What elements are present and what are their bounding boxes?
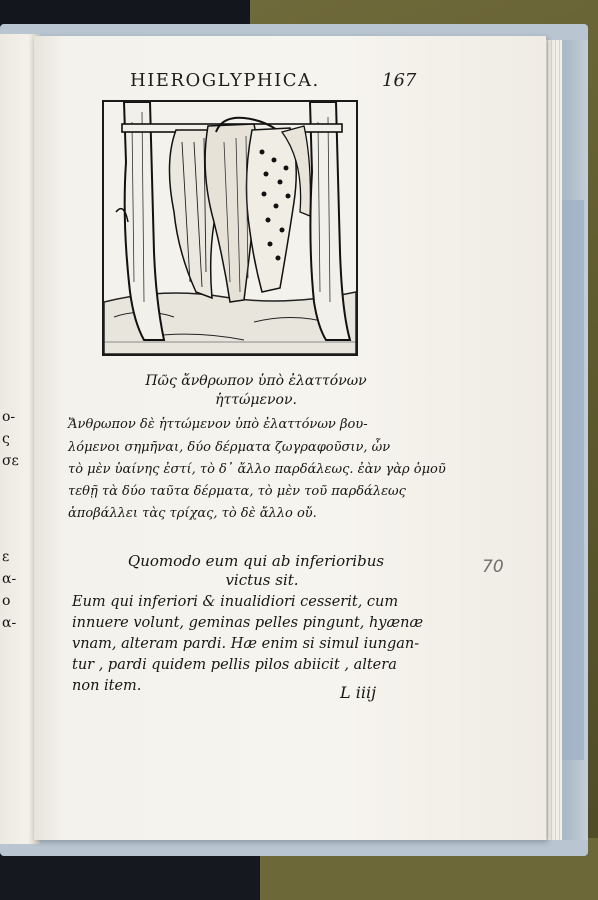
signature-mark: L iiij	[340, 683, 377, 702]
latin-text-line: vnam, alteram pardi. Hæ enim si simul iungan-	[72, 636, 420, 652]
woodcut-illustration	[102, 100, 358, 356]
left-page-fragment: ο-	[2, 409, 16, 425]
latin-text-line: non item.	[72, 678, 142, 694]
left-page-fragment: ο	[2, 593, 11, 609]
greek-text-line: τὸ μὲν ὑαίνης ἐστί, τὸ δ᾽ ἄλλο παρδάλεως. ἐὰν γὰρ ὁμοῦ	[68, 462, 446, 477]
greek-heading-line: ἡττώμενον.	[215, 392, 297, 408]
greek-text-line: ἀποβάλλει τὰς τρίχας, τὸ δὲ ἄλλο οὔ.	[68, 506, 317, 521]
greek-text-line: λόμενοι σημῆναι, δύο δέρματα ζωγραφοῦσιν, ὧν	[68, 440, 391, 455]
greek-heading-line: Πῶς ἄνθρωπον ὑπὸ ἐλαττόνων	[145, 373, 367, 389]
book-board-strip	[560, 200, 584, 760]
greek-text-line: τεθῇ τὰ δύο ταῦτα δέρματα, τὸ μὲν τοῦ παρδάλεως	[68, 484, 406, 499]
latin-heading-line: Quomodo eum qui ab inferioribus	[127, 552, 385, 570]
hanging-pelts-image	[104, 102, 356, 354]
left-page-fragment: ε	[2, 549, 10, 565]
page-number: 167	[382, 70, 417, 91]
latin-text-line: innuere volunt, geminas pelles pingunt, hyænæ	[72, 615, 424, 631]
running-head: HIEROGLYPHICA.	[130, 70, 320, 91]
left-page-fragment: α-	[2, 571, 17, 587]
pencil-annotation: 70	[482, 557, 504, 577]
latin-heading-line: victus sit.	[225, 571, 299, 589]
latin-text-line: tur , pardi quidem pellis pilos abiicit , altera	[72, 657, 397, 673]
left-page-fragment: ς	[2, 431, 10, 447]
latin-text-line: Eum qui inferiori & inualidiori cesserit, cum	[72, 594, 399, 610]
left-page-fragment: σε	[2, 453, 19, 469]
greek-text-line: Ἄνθρωπον δὲ ἡττώμενον ὑπὸ ἐλαττόνων βου-	[68, 417, 368, 432]
left-page-fragment: α-	[2, 615, 17, 631]
